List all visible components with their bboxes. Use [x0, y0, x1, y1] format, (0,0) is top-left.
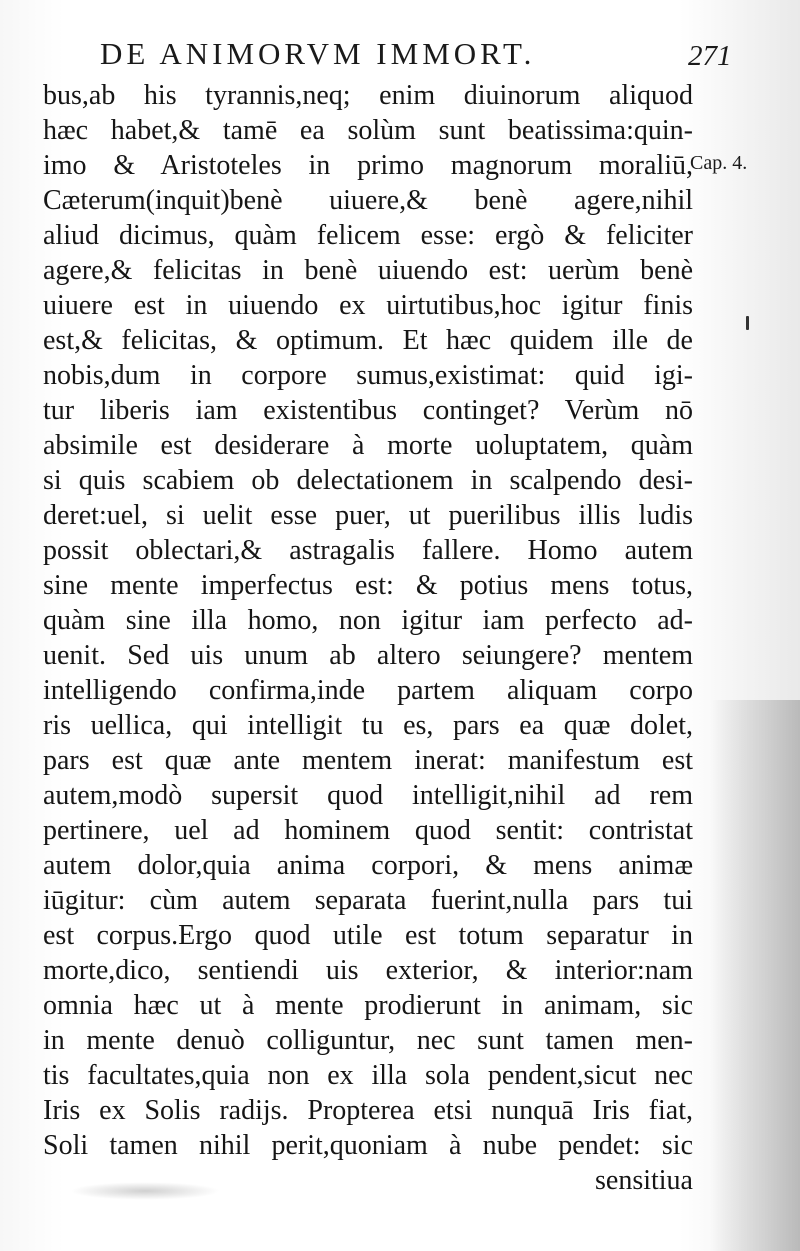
text-line: bus,ab his tyrannis,neq; enim diuinorum aliquod — [43, 80, 693, 111]
text-line: pertinere, uel ad hominem quod sentit: contristat — [43, 815, 693, 846]
running-head: DE ANIMORVM IMMORT. — [100, 36, 536, 71]
catchword: sensitiua — [595, 1165, 693, 1196]
text-line: sine mente imperfectus est: & potius mens totus, — [43, 570, 693, 601]
text-line: intelligendo confirma,inde partem aliquam corpo — [43, 675, 693, 706]
text-line: uiuere est in uiuendo ex uirtutibus,hoc igitur finis — [43, 290, 693, 321]
page-shadow — [710, 700, 800, 1251]
text-line: omnia hæc ut à mente prodierunt in animam, sic — [43, 990, 693, 1021]
text-line: Soli tamen nihil perit,quoniam à nube pendet: sic — [43, 1130, 693, 1161]
text-line: uenit. Sed uis unum ab altero seiungere? mentem — [43, 640, 693, 671]
text-line: in mente denuò colliguntur, nec sunt tamen men- — [43, 1025, 693, 1056]
text-line: possit oblectari,& astragalis fallere. Homo autem — [43, 535, 693, 566]
text-line: si quis scabiem ob delectationem in scalpendo desi- — [43, 465, 693, 496]
page-number: 271 — [688, 40, 732, 72]
text-line: morte,dico, sentiendi uis exterior, & interior:nam — [43, 955, 693, 986]
text-line: ris uellica, qui intelligit tu es, pars ea quæ dolet, — [43, 710, 693, 741]
text-line: agere,& felicitas in benè uiuendo est: uerùm benè — [43, 255, 693, 286]
body-text — [43, 78, 693, 1198]
text-line: Iris ex Solis radijs. Propterea etsi nunquā Iris fiat, — [43, 1095, 693, 1126]
text-line: tur liberis iam existentibus continget? Verùm nō — [43, 395, 693, 426]
text-line: nobis,dum in corpore sumus,existimat: quid igi- — [43, 360, 693, 391]
text-line: imo & Aristoteles in primo magnorum moraliū, — [43, 150, 693, 181]
ink-smudge — [70, 1182, 220, 1200]
text-line: tis facultates,quia non ex illa sola pendent,sicut nec — [43, 1060, 693, 1091]
text-line: iūgitur: cùm autem separata fuerint,nulla pars tui — [43, 885, 693, 916]
text-line: hæc habet,& tamē ea solùm sunt beatissima:quin- — [43, 115, 693, 146]
text-line: deret:uel, si uelit esse puer, ut puerilibus illis ludis — [43, 500, 693, 531]
text-line: absimile est desiderare à morte uoluptatem, quàm — [43, 430, 693, 461]
text-line: autem dolor,quia anima corpori, & mens animæ — [43, 850, 693, 881]
text-line: Cæterum(inquit)benè uiuere,& benè agere,nihil — [43, 185, 693, 216]
text-line: aliud dicimus, quàm felicem esse: ergò & feliciter — [43, 220, 693, 251]
text-line: est,& felicitas, & optimum. Et hæc quidem ille de — [43, 325, 693, 356]
ink-speck — [746, 316, 749, 330]
text-line: quàm sine illa homo, non igitur iam perfecto ad- — [43, 605, 693, 636]
margin-note: Cap. 4. — [690, 152, 748, 174]
text-line: est corpus.Ergo quod utile est totum separatur in — [43, 920, 693, 951]
text-line: autem,modò supersit quod intelligit,nihil ad rem — [43, 780, 693, 811]
text-line: pars est quæ ante mentem inerat: manifestum est — [43, 745, 693, 776]
